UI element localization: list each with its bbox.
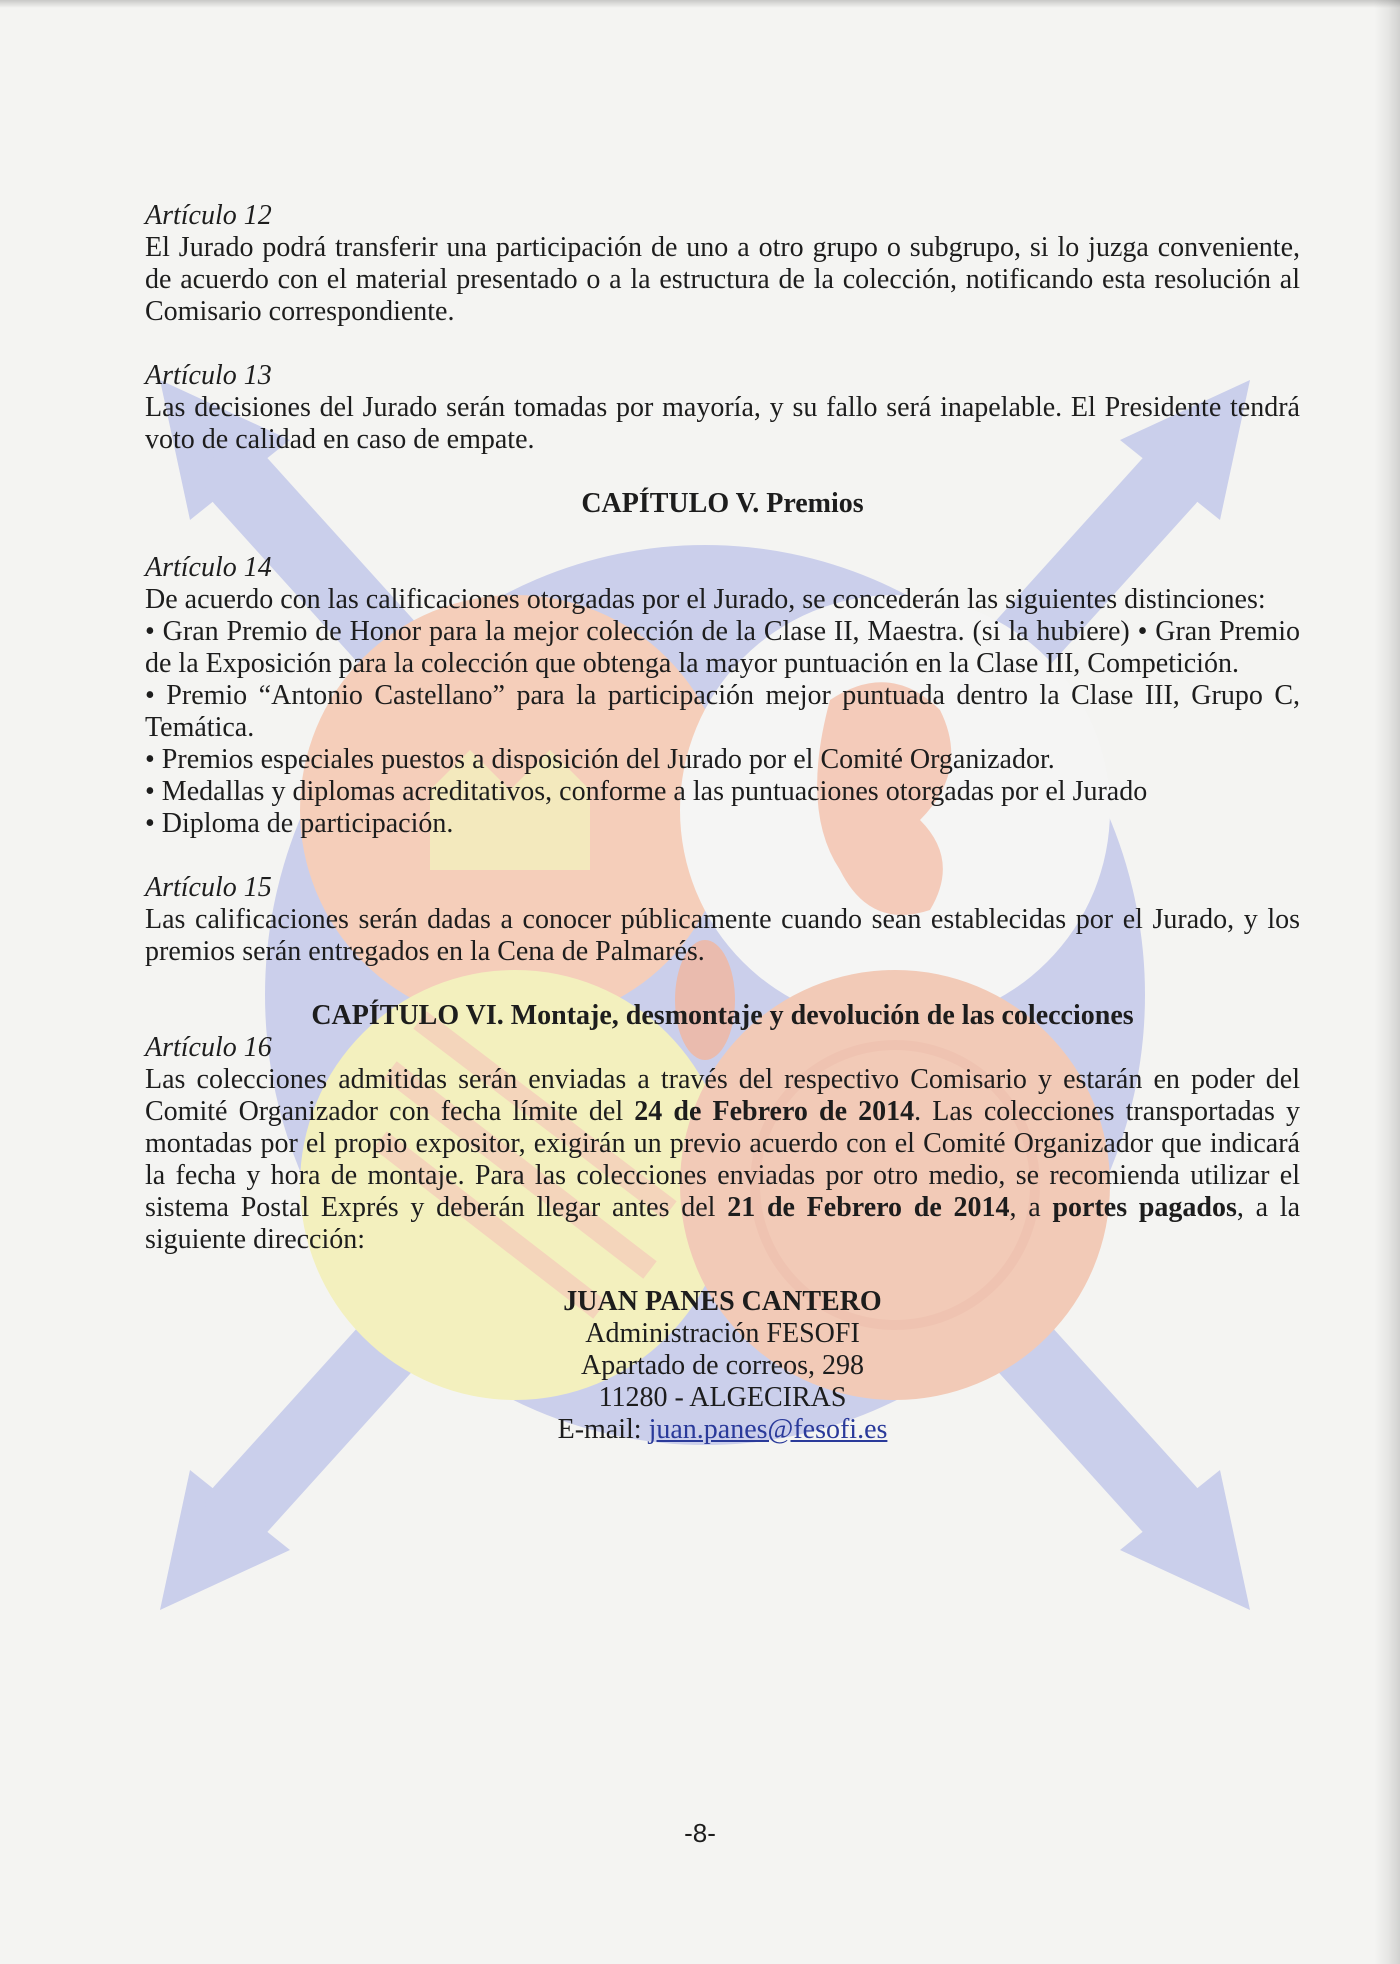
article-16-part2: . Las colecciones transportadas y montadas por el propio expositor, exigirán un previo acuerdo con el Comité Organizador que indicará la fecha y hora de montaje. Para las colecciones enviadas por otro medio, se recomienda utilizar el sistema Postal Exprés y deberán llegar antes del [145, 1096, 1301, 1223]
article-14-intro: De acuerdo con las calificaciones otorgadas por el Jurado, se concederán las siguientes distinciones: [145, 584, 1266, 615]
list-item: • Medallas y diplomas acreditativos, conforme a las puntuaciones otorgadas por el Jurado [145, 776, 1148, 807]
list-item: • Premios especiales puestos a disposición del Jurado por el Comité Organizador. [145, 744, 1055, 775]
address-email-row [145, 1414, 1300, 1446]
arrival-date: 21 de Febrero de 2014 [727, 1192, 1010, 1223]
list-item: • Diploma de participación. [145, 808, 454, 839]
email-label: E-mail: [557, 1414, 649, 1445]
article-14-title: Artículo 14 [145, 552, 272, 583]
article-12-text: El Jurado podrá transferir una participación de uno a otro grupo o subgrupo, si lo juzga conveniente, de acuerdo con el material presentado o a la estructura de la colección, notificando esta resolución al Comisario correspondiente. [145, 232, 1300, 327]
page-top-shadow [0, 0, 1400, 8]
address-line-2: Apartado de correos, 298 [580, 1350, 864, 1381]
article-13 [145, 360, 1300, 456]
chapter-6-heading: CAPÍTULO VI. Montaje, desmontaje y devolución de las colecciones [311, 1000, 1134, 1031]
article-16 [145, 1032, 1300, 1256]
article-12 [145, 200, 1300, 328]
article-16-title: Artículo 16 [145, 1032, 272, 1063]
page-number: -8- [684, 1818, 716, 1848]
list-item: • Gran Premio de Honor para la mejor colección de la Clase II, Maestra. (si la hubiere) • Gran Premio de la Exposición para la colección que obtenga la mayor puntuación en la Clase III, Competición. [145, 616, 1300, 679]
document-body [145, 200, 1300, 1446]
article-13-title: Artículo 13 [145, 360, 272, 391]
portes-pagados: portes pagados [1052, 1192, 1237, 1223]
mailing-address [145, 1286, 1300, 1446]
deadline-date: 24 de Febrero de 2014 [634, 1096, 915, 1127]
article-12-title: Artículo 12 [145, 200, 272, 231]
article-16-part3: , a [1009, 1192, 1053, 1223]
article-16-part1: Las colecciones admitidas serán enviadas a través del respectivo Comisario y estarán en poder del Comité Organizador con fecha límite del [145, 1064, 1300, 1127]
chapter-5-heading: CAPÍTULO V. Premios [581, 488, 864, 519]
article-15-text: Las calificaciones serán dadas a conocer públicamente cuando sean establecidas por el Jurado, y los premios serán entregados en la Cena de Palmarés. [145, 904, 1300, 967]
article-14 [145, 552, 1300, 840]
article-16-part4: , a la siguiente dirección: [145, 1192, 1301, 1255]
article-16-text [145, 1064, 1300, 1256]
page-edge-shadow [1374, 0, 1400, 1964]
address-line-1: Administración FESOFI [585, 1318, 860, 1349]
address-line-3: 11280 - ALGECIRAS [598, 1382, 847, 1413]
article-15 [145, 872, 1300, 968]
email-link[interactable]: juan.panes@fesofi.es [648, 1414, 888, 1445]
article-15-title: Artículo 15 [145, 872, 272, 903]
list-item: • Premio “Antonio Castellano” para la participación mejor puntuada dentro la Clase III, Grupo C, Temática. [145, 680, 1300, 743]
address-name: JUAN PANES CANTERO [563, 1286, 882, 1317]
article-13-text: Las decisiones del Jurado serán tomadas por mayoría, y su fallo será inapelable. El Presidente tendrá voto de calidad en caso de empate. [145, 392, 1300, 455]
